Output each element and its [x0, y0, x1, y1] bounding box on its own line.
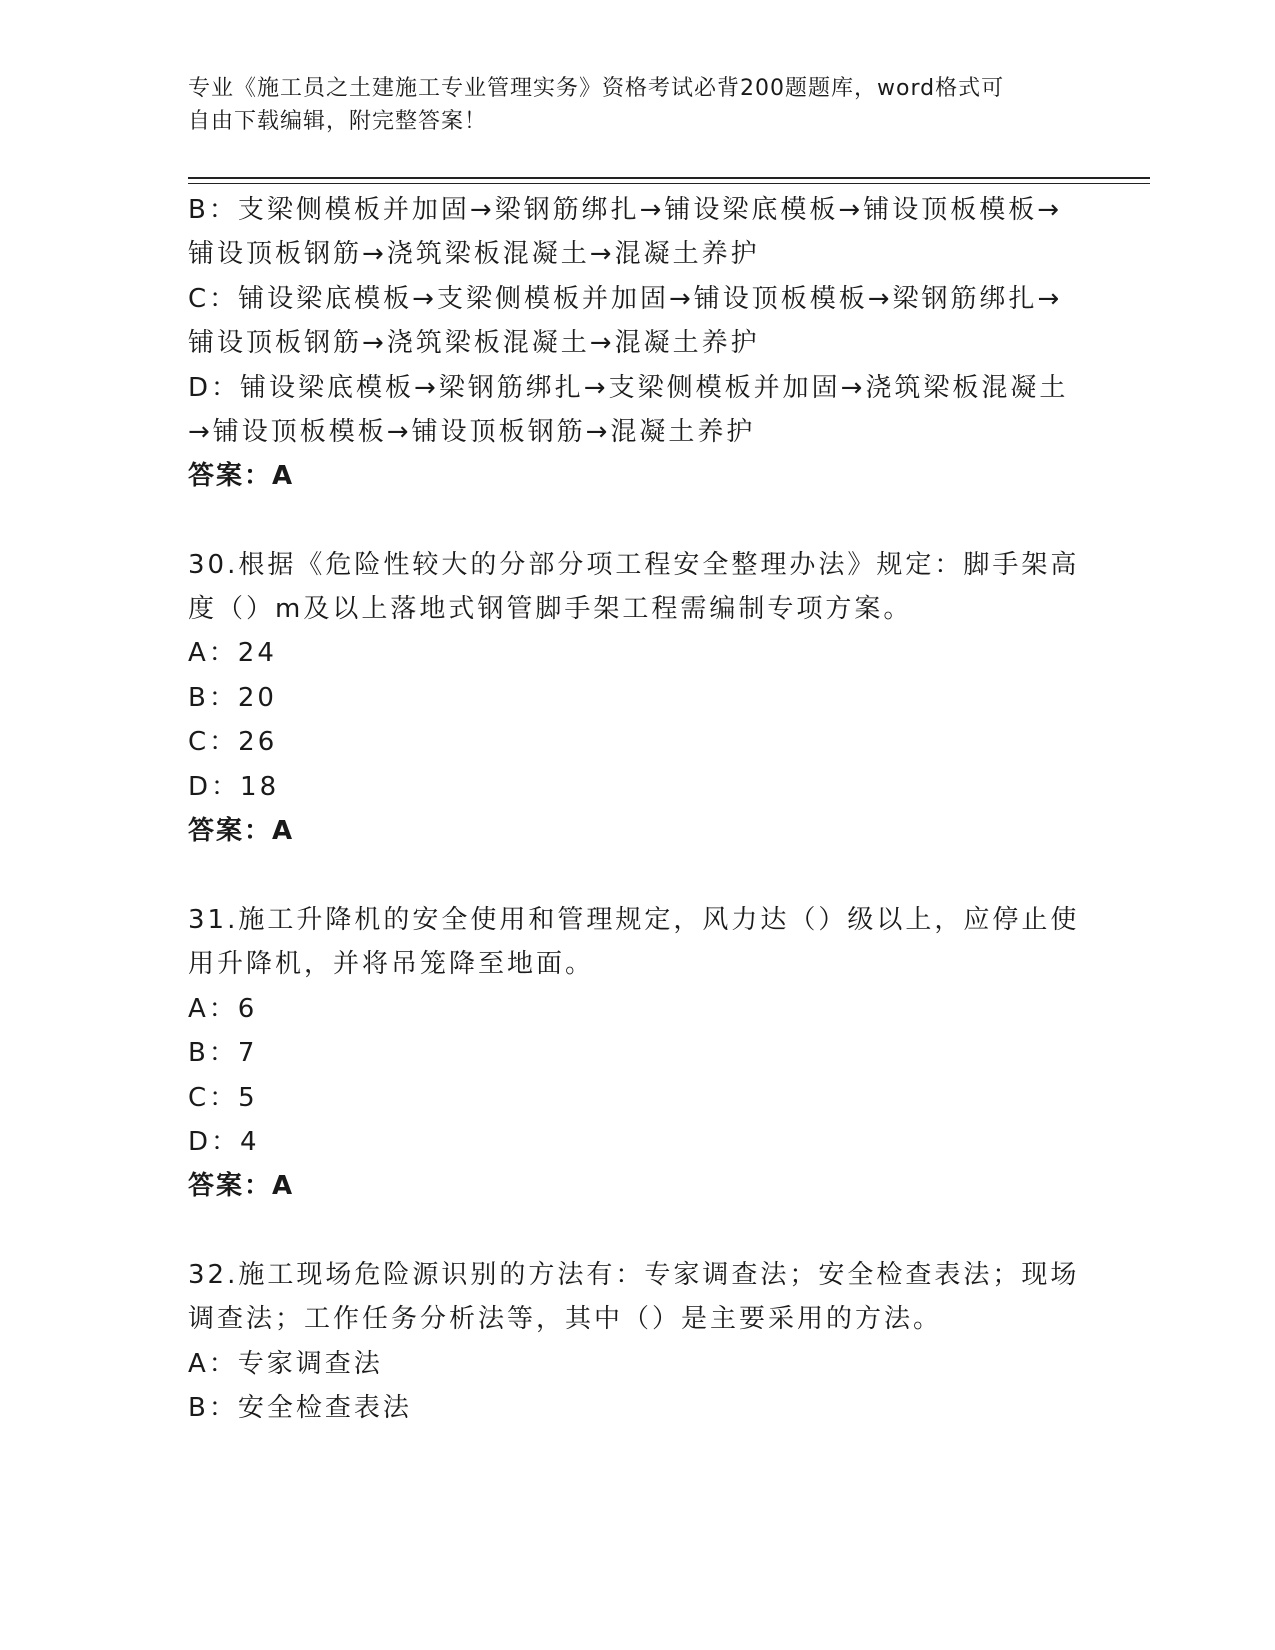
q31-option-a: A：6: [188, 994, 258, 1024]
q32-option-a: A：专家调查法: [188, 1349, 383, 1379]
q32-stem-line-1: 32.施工现场危险源识别的方法有：专家调查法；安全检查表法；现场: [188, 1260, 1080, 1290]
q29-option-c-line-1: C：铺设梁底模板→支梁侧模板并加固→铺设顶板模板→梁钢筋绑扎→: [188, 284, 1063, 314]
q29-option-d-line-1: D：铺设梁底模板→梁钢筋绑扎→支梁侧模板并加固→浇筑梁板混凝土: [188, 373, 1069, 403]
q30-option-c: C：26: [188, 727, 278, 757]
q30-stem-line-1: 30.根据《危险性较大的分部分项工程安全整理办法》规定：脚手架高: [188, 550, 1080, 580]
q31-option-c: C：5: [188, 1083, 258, 1113]
q31-stem-line-2: 用升降机，并将吊笼降至地面。: [188, 949, 595, 979]
q29-option-c-line-2: 铺设顶板钢筋→浇筑梁板混凝土→混凝土养护: [188, 328, 760, 358]
q32-option-b: B：安全检查表法: [188, 1393, 412, 1423]
q31-answer: 答案：A: [188, 1171, 295, 1201]
q31-stem-line-1: 31.施工升降机的安全使用和管理规定，风力达（）级以上，应停止使: [188, 905, 1080, 935]
header-rule-thick: [188, 177, 1150, 179]
q31-option-d: D：4: [188, 1127, 260, 1157]
q29-option-d-line-2: →铺设顶板模板→铺设顶板钢筋→混凝土养护: [188, 417, 756, 447]
q30-option-a: A：24: [188, 638, 277, 668]
q30-option-d: D：18: [188, 772, 280, 802]
header-line-1: 专业《施工员之土建施工专业管理实务》资格考试必背200题题库，word格式可: [188, 76, 1005, 101]
header-line-2: 自由下载编辑，附完整答案！: [188, 109, 488, 134]
q29-option-b-line-1: B：支梁侧模板并加固→梁钢筋绑扎→铺设梁底模板→铺设顶板模板→: [188, 195, 1062, 225]
q29-option-b-line-2: 铺设顶板钢筋→浇筑梁板混凝土→混凝土养护: [188, 239, 760, 269]
q29-answer: 答案：A: [188, 461, 295, 491]
q30-answer: 答案：A: [188, 816, 295, 846]
document-header: [188, 72, 1088, 138]
q32-stem-line-2: 调查法；工作任务分析法等，其中（）是主要采用的方法。: [188, 1304, 943, 1334]
header-rule-thin: [188, 183, 1150, 184]
q31-option-b: B：7: [188, 1038, 258, 1068]
q30-stem-line-2: 度（）m及以上落地式钢管脚手架工程需编制专项方案。: [188, 594, 913, 624]
q30-option-b: B：20: [188, 683, 277, 713]
